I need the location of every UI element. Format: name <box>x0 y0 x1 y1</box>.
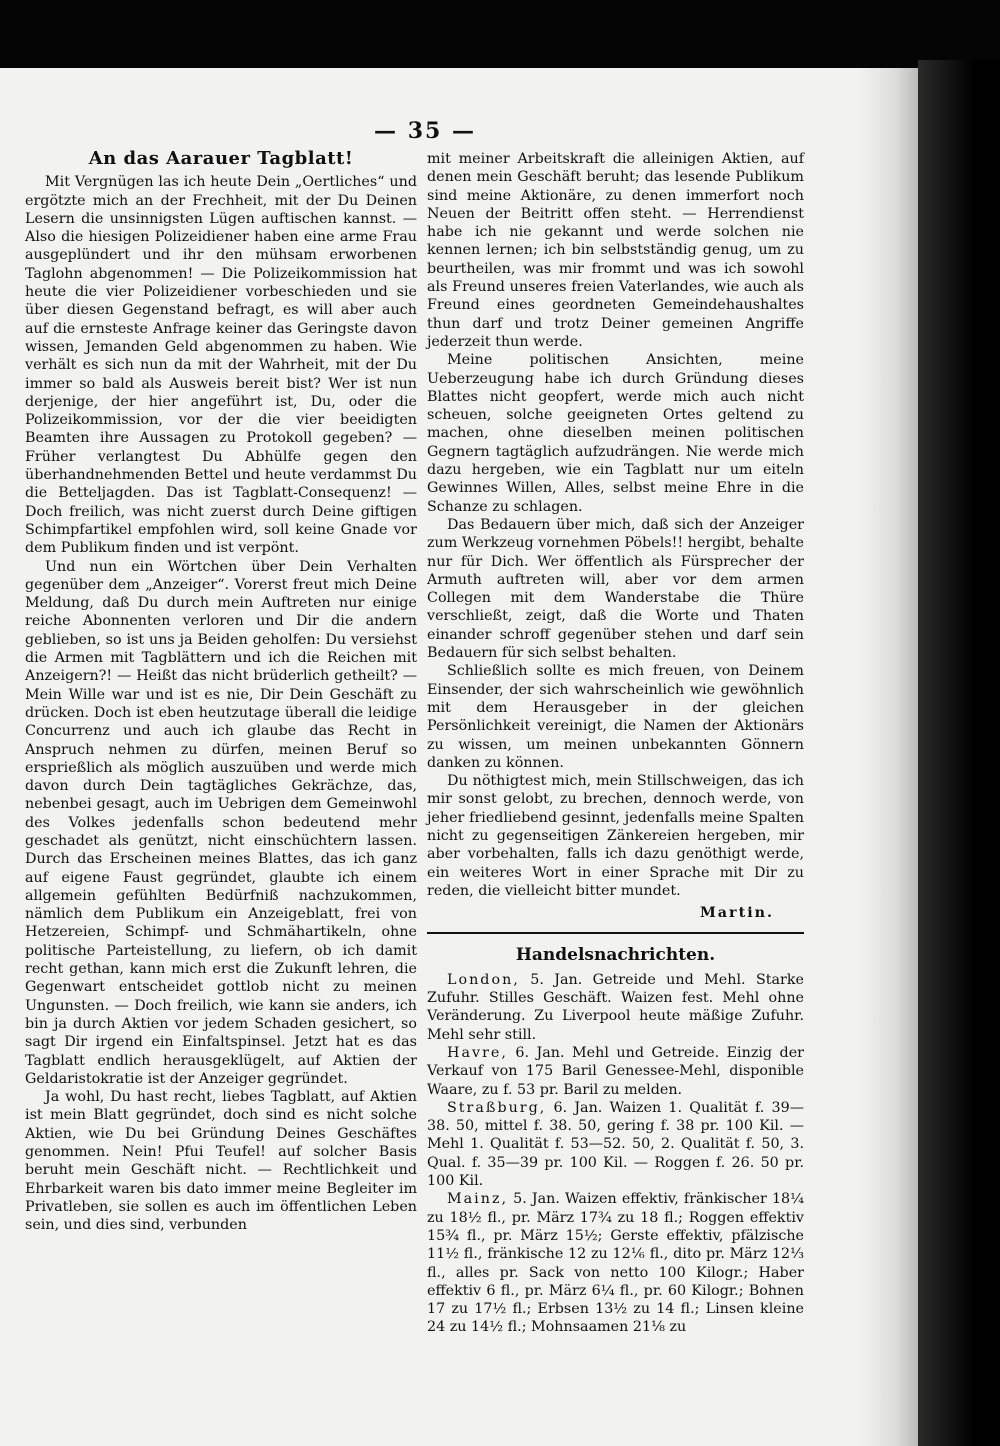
report-text: 6. Jan. Mehl und Getreide. Einzig der Verkauf von 175 Baril Genessee-Mehl, disponible Waare, zu f. 53 pr. Baril zu melden. <box>427 1044 805 1098</box>
city-name: Mainz, <box>447 1191 509 1208</box>
report-text: 6. Jan. Waizen 1. Qualität f. 39—38. 50, mittel f. 38. 50, gering f. 38 pr. 100 Kil. — Mehl 1. Qualität f. 53—52. 50, 2. Qualität f. 50, 3. Qual. f. 35—39 pr. 100 Kil. — Roggen f. 26. 50 pr. 100 Kil. <box>427 1099 804 1190</box>
market-report <box>427 971 804 1044</box>
paragraph: Mit Vergnügen las ich heute Dein „Oertliches“ und ergötzte mich an der Frechheit, mit der Du Deinen Lesern die unsinnigsten Lügen auftischen kannst. — Also die hiesigen Polizeidiener haben eine arme Frau ausgeplündert und ihr den mühsam erworbenen Taglohn abgenommen! — Die Polizeikommission hat heute die vier Polizeidiener vorbeschieden und sie über diesen Gegenstand befragt, es will aber auch auf die ernsteste Anfrage keiner das Geringste davon wissen, Jemanden Geld abgenommen zu haben. Wie verhält es sich nun da mit der Wahrheit, mit der Du immer so bald als Ausweis bereit bist? Wer ist nun derjenige, der hier angeführt ist, Du, oder die Polizeikommission, vor der die vier beeidigten Beamten ihre Aussagen zu Protokoll gegeben? — Früher verlangtest Du Abhülfe gegen den überhandnehmenden Bettel und heute verdammst Du die Betteljagden. Das ist Tagblatt-Consequenz! — Doch freilich, was nicht zuerst durch Deine giftigen Schimpfartikel empfohlen wird, soll keine Gnade vor dem Publikum finden und ist verpönt. <box>25 174 417 557</box>
report-text: 5. Jan. Waizen effektiv, fränkischer 18¼ zu 18½ fl., pr. März 17¾ zu 18 fl.; Roggen effektiv 15¾ fl., pr. März 15½; Gerste effektiv, pfälzische 11½ fl., fränkische 12 zu 12⅙ fl., dito pr. März 12⅓ fl., alles pr. Sack von netto 100 Kilogr.; Haber effektiv 6 fl., pr. März 6¼ fl., pr. 60 Kilogr.; Bohnen 17 zu 17½ fl.; Erbsen 13½ zu 14 fl.; Linsen kleine 24 zu 14½ fl.; Mohnsaamen 21⅛ zu <box>427 1191 804 1336</box>
city-name: Havre, <box>447 1044 508 1061</box>
left-column <box>25 150 417 1235</box>
market-report <box>427 1099 804 1190</box>
dark-binding-background <box>0 0 1000 75</box>
city-name: London, <box>447 971 520 988</box>
article-heading: An das Aarauer Tagblatt! <box>88 148 354 169</box>
paragraph: Meine politischen Ansichten, meine Ueberzeugung habe ich durch Gründung dieses Blattes nicht geopfert, werde mich auch nicht scheuen, solche geeigneten Ortes geltend zu machen, ohne dieselben meinen politischen Gegnern tagtäglich aufzudrängen. Nie werde mich dazu hergeben, wie ein Tagblatt nur um eiteln Gewinnes Willen, Alles, selbst meine Ehre in die Schanze zu schlagen. <box>427 352 804 515</box>
divider <box>427 932 804 934</box>
market-report <box>427 1190 804 1336</box>
paragraph: Und nun ein Wörtchen über Dein Verhalten gegenüber dem „Anzeiger“. Vorerst freut mich Deine Meldung, daß Du durch mein Auftreten nur einige reiche Abonnenten verloren und Dir die andern geblieben, so ist uns ja Beiden geholfen: Du versiehst die Armen mit Tagblättern und ich die Reichen mit Anzeigern?! — Heißt das nicht brüderlich getheilt? — Mein Wille war und ist es nie, Dir Dein Geschäft zu drücken. Doch ist eben heutzutage überall die leidige Concurrenz und auch ich glaube das Recht in Anspruch nehmen zu dürfen, meinen Beruf so ersprießlich als möglich auszuüben und werde mich davon durch Dein tagtägliches Gekrächze, das, nebenbei gesagt, auch im Uebrigen dem Gemeinwohl des Volkes jedenfalls schon bedeutend mehr geschadet als genützt, nicht einschüchtern lassen. Durch das Erscheinen meines Blattes, das ich ganz auf eigene Faust gegründet, glaubte ich einem allgemein gefühlten Bedürfniß nachzukommen, nämlich dem Publikum ein Anzeigeblatt, frei von Hetzereien, Schimpf- und Schmähartikeln, ohne politische Parteistellung, zu liefern, ob ich damit recht gethan, kann mich erst die Zukunft lehren, die Gegenwart entscheidet gottlob nicht zu meinen Ungunsten. — Doch freilich, wie kann sie anders, ich bin ja durch Aktien vor jedem Schaden gesichert, so sagt Dir irgend ein Einfaltspinsel. Jetzt hat es das Tagblatt endlich herausgeklügelt, auf Aktien der Geldaristokratie ist der Anzeiger gegründet. <box>25 558 417 1087</box>
paragraph: Du nöthigtest mich, mein Stillschweigen, das ich mir sonst gelobt, zu brechen, dennoch werde, von jeher friedliebend gesinnt, jedenfalls meine Spalten nicht zu gegenseitigen Zänkereien hergeben, mir aber vorbehalten, falls ich dazu genöthigt werde, ein weiteres Wort in einer Sprache mit Dir zu reden, die vielleicht bitter mundet. <box>427 773 804 899</box>
section-heading: Handelsnachrichten. <box>515 945 716 966</box>
paragraph: Ja wohl, Du hast recht, liebes Tagblatt, auf Aktien ist mein Blatt gegründet, doch sind es nicht solche Aktien, wie Du bei Gründung Deines Geschäftes genommen. Nein! Pfui Teufel! auf solcher Basis beruht mein Geschäft nicht. — Rechtlichkeit und Ehrbarkeit waren bis dato immer meine Begleiter im Privatleben, sie sollen es auch im öffentlichen Leben sein, und dies sind, verbunden <box>25 1089 417 1234</box>
report-text: 5. Jan. Getreide und Mehl. Starke Zufuhr. Stilles Geschäft. Waizen fest. Mehl ohne Veränderung. Zu Liverpool heute mäßige Zufuhr. Mehl sehr still. <box>427 971 804 1043</box>
city-name: Straßburg, <box>447 1099 547 1116</box>
paragraph: Das Bedauern über mich, daß sich der Anzeiger zum Werkzeug vornehmen Pöbels!! hergibt, behalte nur für Dich. Wer öffentlich als Fürsprecher der Armuth auftreten will, aber vor dem armen Collegen mit dem Wanderstabe die Thüre verschließt, zeigt, daß die Worte und Thaten einander schroff gegenüber stehen und darf sein Bedauern für sich selbst behalten. <box>427 516 804 662</box>
paragraph-continuation: mit meiner Arbeitskraft die alleinigen Aktien, auf denen mein Geschäft beruht; das lesende Publikum sind meine Aktionäre, zu denen immerfort noch Neuen der Beitritt offen steht. — Herrendienst habe ich nie gekannt und werde solchen nie kennen lernen; ich bin selbstständig genug, um zu beurtheilen, was mir frommt und was ich sowohl als Freund unseres freien Vaterlandes, wie auch als Freund eines geordneten Gemeindehaushaltes thun darf und trotz Deiner gemeinen Angriffe jederzeit thun werde. <box>427 151 804 350</box>
signature: Martin. <box>699 905 774 922</box>
page-number: — 35 — <box>374 118 476 144</box>
paragraph: Schließlich sollte es mich freuen, von Deinem Einsender, der sich wahrscheinlich wie gewöhnlich mit dem Herausgeber in der gleichen Persönlichkeit vereinigt, die Namen der Aktionärs zu wissen, um meinen unbekannten Gönnern danken zu können. <box>427 663 804 771</box>
right-column <box>427 150 804 1337</box>
page-edge-dark <box>918 60 1000 1446</box>
market-report <box>427 1044 804 1099</box>
